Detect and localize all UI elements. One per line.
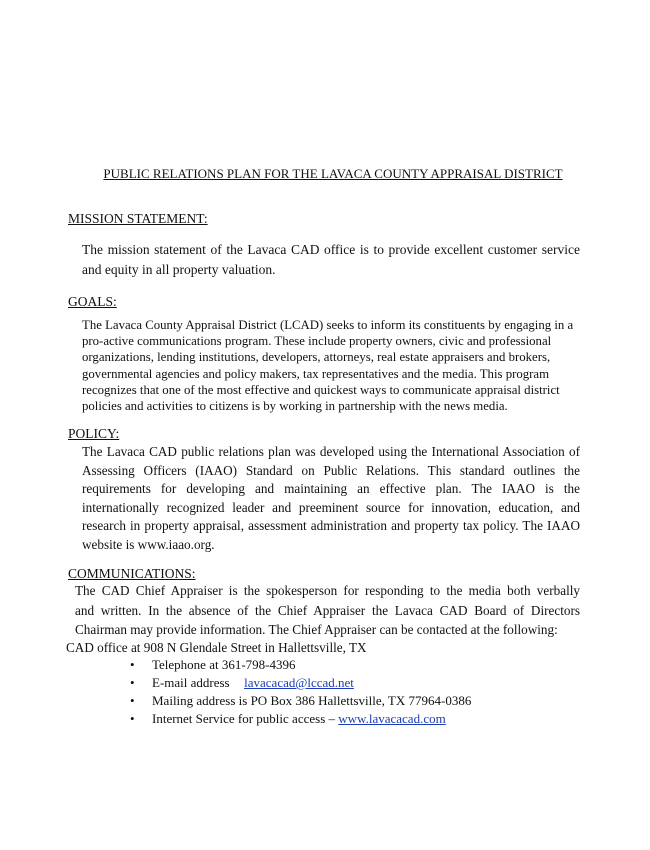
mailing-address-text: Mailing address is PO Box 386 Hallettsville, TX 77964-0386 [152,693,472,708]
bullet-icon: • [130,693,135,708]
list-item [130,656,471,674]
list-item [130,710,471,728]
policy-heading: POLICY: [68,426,120,441]
internet-label: Internet Service for public access – [152,711,336,726]
communications-heading: COMMUNICATIONS: [68,566,196,581]
communications-line-1: The CAD Chief Appraiser is the spokesperson for responding to the media both verbally [75,583,580,598]
bullet-icon: • [130,711,135,726]
bullet-icon: • [130,675,135,690]
contact-list [130,656,471,728]
email-link[interactable]: lavacacad@lccad.net [244,675,354,690]
policy-text: The Lavaca CAD public relations plan was developed using the International Association of Assessing Officers (IAAO) Standard on Public Relations. This standard outlines the requirements for developing and maintaining an effective plan. The IAAO is the internationally recognized leader and preeminent source for innovation, education, and research in property appraisal, assessment administration and property tax policy. The IAAO website is www.iaao.org. [82,444,580,552]
list-item [130,674,471,692]
goals-text: The Lavaca County Appraisal District (LCAD) seeks to inform its constituents by engaging in a pro-active communications program. These include property owners, civic and professional organizations, lending institutions, developers, attorneys, real estate appraisers and brokers, governmental agencies and policy makers, tax representatives and the media. This program recognizes that one of the most effective and quickest ways to communicate appraisal district policies and activities to citizens is by working in partnership with the news media. [82,318,574,414]
email-label: E-mail address [152,675,230,690]
telephone-text: Telephone at 361-798-4396 [152,657,296,672]
website-link[interactable]: www.lavacacad.com [338,711,446,726]
communications-line-3: Chairman may provide information. The Chief Appraiser can be contacted at the following: [75,622,558,637]
bullet-icon: • [130,657,135,672]
communications-line-4: CAD office at 908 N Glendale Street in Hallettsville, TX [66,640,367,655]
list-item [130,692,471,710]
mission-text: The mission statement of the Lavaca CAD office is to provide excellent customer service and equity in all property valuation. [82,242,580,277]
goals-heading: GOALS: [68,294,117,309]
document-title: PUBLIC RELATIONS PLAN FOR THE LAVACA COUNTY APPRAISAL DISTRICT [103,166,563,181]
mission-heading: MISSION STATEMENT: [68,211,208,226]
communications-line-2: and written. In the absence of the Chief Appraiser the Lavaca CAD Board of Directors [75,603,580,618]
